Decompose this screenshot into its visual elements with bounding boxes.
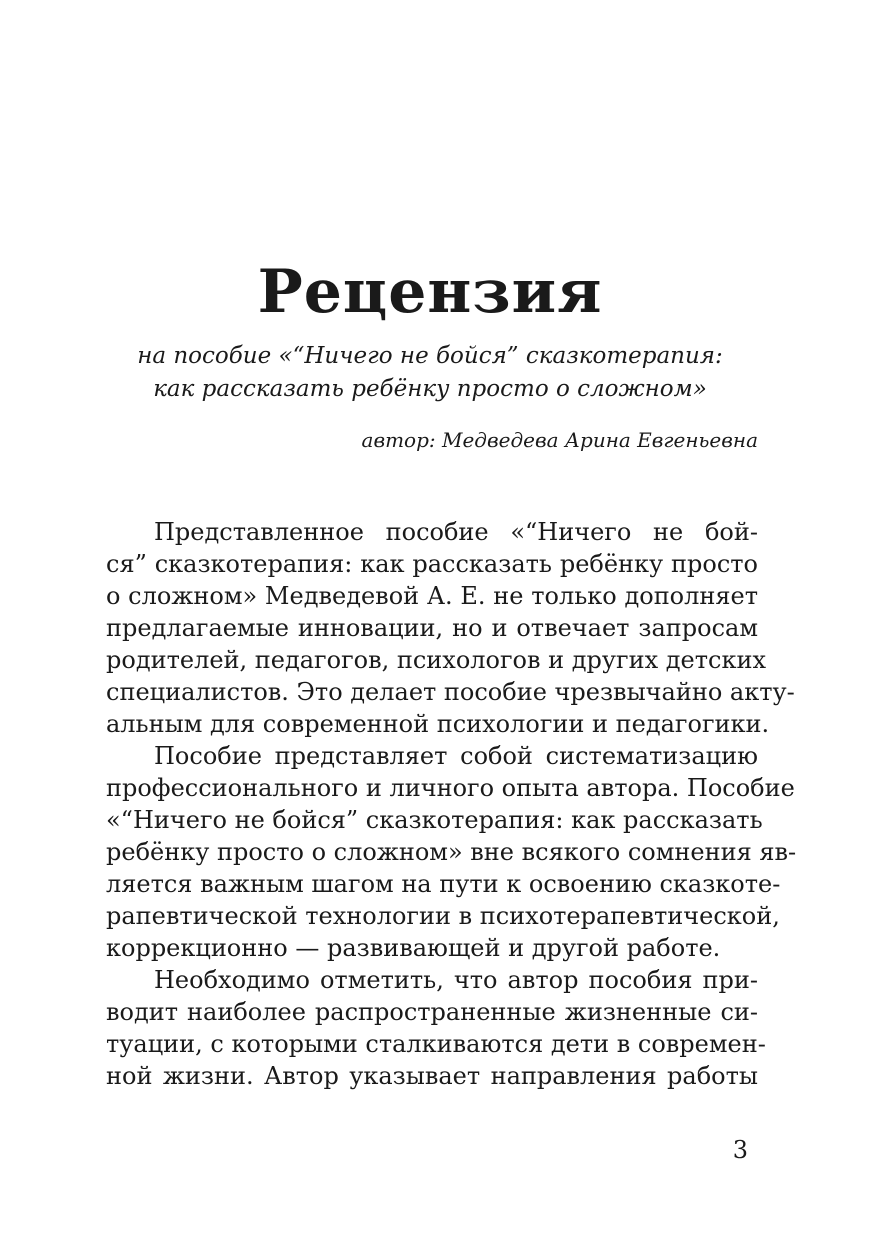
text-line: водит наиболее распространенные жизненные си- bbox=[106, 998, 758, 1026]
subtitle-line: на пособие «“Ничего не бойся” сказкотерапия: bbox=[137, 343, 723, 369]
text-line: ной жизни. Автор указывает направления работы bbox=[106, 1062, 758, 1090]
paragraph bbox=[106, 740, 797, 964]
text-line: о сложном» Медведевой А. Е. не только дополняет bbox=[106, 582, 758, 610]
text-line: туации, с которыми сталкиваются дети в современ- bbox=[106, 1030, 766, 1058]
text-line: альным для современной психологии и педагогики. bbox=[106, 710, 770, 738]
text-line: ребёнку просто о сложном» вне всякого сомнения яв- bbox=[106, 838, 797, 866]
paragraph bbox=[106, 516, 795, 740]
page-number: 3 bbox=[732, 1136, 748, 1164]
text-line: рапевтической технологии в психотерапевтической, bbox=[106, 902, 780, 930]
text-line: ляется важным шагом на пути к освоению сказкоте- bbox=[106, 870, 781, 898]
text-line: Представленное пособие «“Ничего не бой- bbox=[154, 518, 758, 546]
review-body bbox=[106, 516, 797, 1092]
text-line: специалистов. Это делает пособие чрезвычайно акту- bbox=[106, 678, 795, 706]
text-line: «“Ничего не бойся” сказкотерапия: как рассказать bbox=[106, 806, 763, 834]
text-line: родителей, педагогов, психологов и других детских bbox=[106, 646, 766, 674]
paragraph bbox=[106, 964, 766, 1092]
text-line: Необходимо отметить, что автор пособия при- bbox=[154, 966, 758, 994]
text-line: предлагаемые инновации, но и отвечает запросам bbox=[106, 614, 758, 642]
author-line: автор: Медведева Арина Евгеньевна bbox=[361, 428, 758, 452]
text-line: коррекционно — развивающей и другой работе. bbox=[106, 934, 721, 962]
page-title: Рецензия bbox=[257, 257, 603, 327]
text-line: Пособие представляет собой систематизацию bbox=[154, 742, 758, 770]
text-line: профессионального и личного опыта автора. Пособие bbox=[106, 774, 795, 802]
text-line: ся” сказкотерапия: как рассказать ребёнку просто bbox=[106, 550, 758, 578]
subtitle-line: как рассказать ребёнку просто о сложном» bbox=[153, 376, 707, 402]
review-subtitle bbox=[100, 340, 760, 406]
